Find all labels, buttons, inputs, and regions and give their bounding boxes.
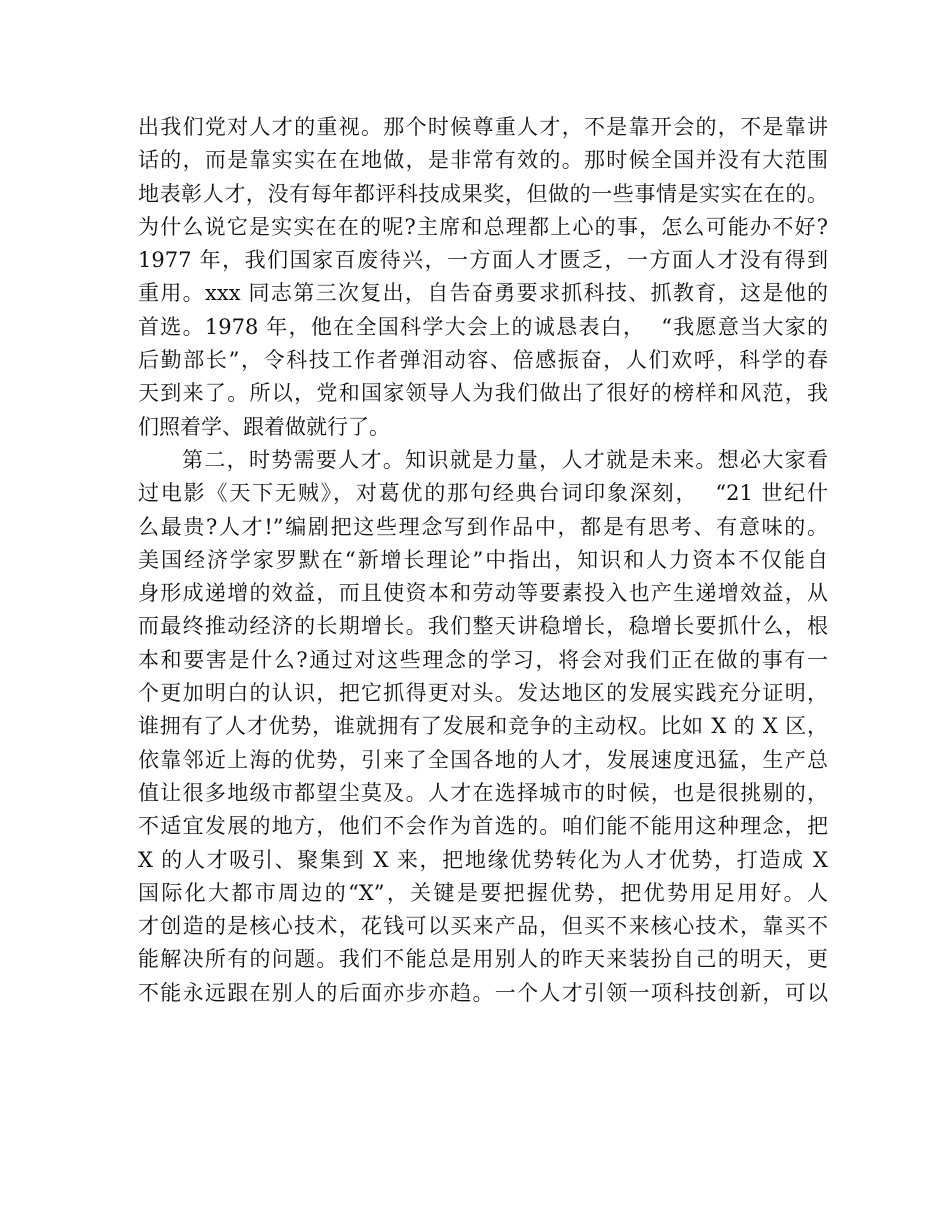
text-line: 值让很多地级市都望尘莫及。人才在选择城市的时候，也是很挑剔的， <box>138 780 828 805</box>
text-line: 过电影《天下无贼》，对葛优的那句经典台词印象深刻， “21 世纪什 <box>138 481 828 506</box>
text-line: 个更加明白的认识，把它抓得更对头。发达地区的发展实践充分证明， <box>138 681 828 706</box>
body-text <box>138 111 828 1010</box>
text-line: 不适宜发展的地方，他们不会作为首选的。咱们能不能用这种理念，把 <box>138 814 828 839</box>
text-line: 而最终推动经济的长期增长。我们整天讲稳增长，稳增长要抓什么，根 <box>138 614 828 639</box>
text-line: 身形成递增的效益，而且使资本和劳动等要素投入也产生递增效益，从 <box>138 581 828 606</box>
text-line: X 的人才吸引、聚集到 X 来，把地缘优势转化为人才优势，打造成 X <box>138 847 828 872</box>
text-line: 后勤部长”，令科技工作者弹泪动容、倍感振奋，人们欢呼，科学的春 <box>138 348 828 373</box>
text-line: 国际化大都市周边的“X”，关键是要把握优势，把优势用足用好。人 <box>138 880 828 905</box>
text-line: 才创造的是核心技术，花钱可以买来产品，但买不来核心技术，靠买不 <box>138 914 828 939</box>
text-line: 能解决所有的问题。我们不能总是用别人的昨天来装扮自己的明天，更 <box>138 947 828 972</box>
text-line: 依靠邻近上海的优势，引来了全国各地的人才，发展速度迅猛，生产总 <box>138 747 828 772</box>
paragraph-first-line: 第二，时势需要人才。知识就是力量，人才就是未来。想必大家看 <box>182 447 828 472</box>
text-line: 们照着学、跟着做就行了。 <box>138 414 390 439</box>
text-line: 1977 年，我们国家百废待兴，一方面人才匮乏，一方面人才没有得到 <box>138 248 828 273</box>
text-line: 为什么说它是实实在在的呢?主席和总理都上心的事，怎么可能办不好? <box>138 214 828 239</box>
text-line: 话的，而是靠实实在在地做，是非常有效的。那时候全国并没有大范围 <box>138 148 828 173</box>
text-line: 么最贵?人才!”编剧把这些理念写到作品中，都是有思考、有意味的。 <box>138 514 828 539</box>
text-line: 天到来了。所以，党和国家领导人为我们做出了很好的榜样和风范，我 <box>138 381 828 406</box>
text-line: 重用。xxx 同志第三次复出，自告奋勇要求抓科技、抓教育，这是他的 <box>138 281 828 306</box>
text-line: 出我们党对人才的重视。那个时候尊重人才，不是靠开会的，不是靠讲 <box>138 115 828 139</box>
text-line: 首选。1978 年，他在全国科学大会上的诚恳表白， “我愿意当大家的 <box>138 314 828 339</box>
text-line: 美国经济学家罗默在“新增长理论”中指出，知识和人力资本不仅能自 <box>138 547 828 572</box>
text-line: 地表彰人才，没有每年都评科技成果奖，但做的一些事情是实实在在的。 <box>138 181 828 206</box>
text-line: 谁拥有了人才优势，谁就拥有了发展和竞争的主动权。比如 X 的 X 区， <box>138 714 828 739</box>
text-line: 本和要害是什么?通过对这些理念的学习，将会对我们正在做的事有一 <box>138 647 828 672</box>
text-line: 不能永远跟在别人的后面亦步亦趋。一个人才引领一项科技创新，可以 <box>138 980 828 1005</box>
